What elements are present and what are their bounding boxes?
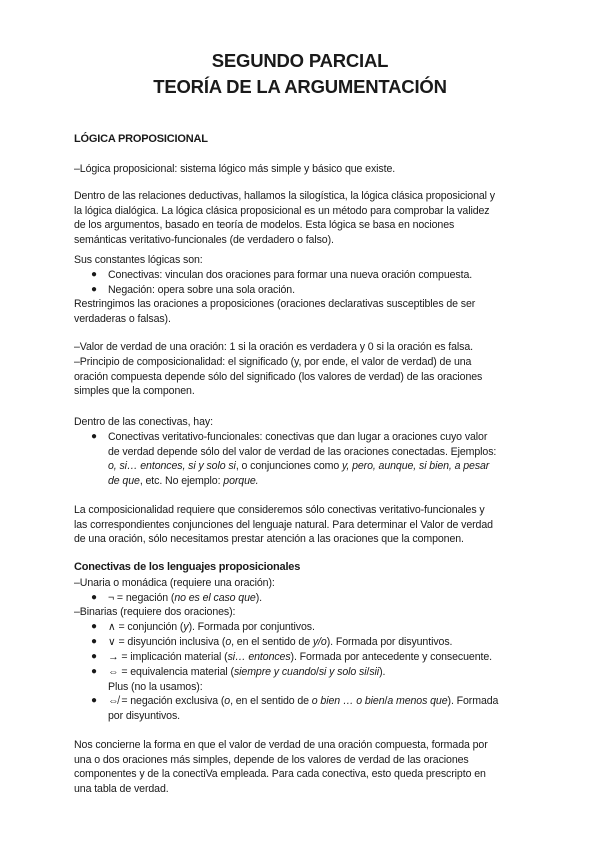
- text-span: ∧ = conjunción (: [108, 621, 184, 633]
- bullet-icon: ●: [91, 284, 98, 295]
- plus-note: Plus (no la usamos):: [108, 681, 203, 693]
- text-line: [108, 474, 528, 489]
- paragraph-composicionalidad: [74, 503, 534, 547]
- text-span: ). Formada por disyuntivos.: [326, 636, 453, 648]
- text-line: –Principio de composicionalidad: el significado (y, por ende, el valor de verdad) de una: [74, 356, 472, 368]
- unary-intro: –Unaria o monádica (requiere una oración):: [74, 577, 275, 589]
- italic-text: sii: [369, 666, 380, 678]
- italic-text: siempre y cuando: [233, 666, 316, 678]
- text-line: semánticas veritativo-funcionales (de verdadero o falso).: [74, 233, 334, 246]
- text-line: de los argumentos, basado en teoría de modelos. Esta lógica se basa en nociones: [74, 219, 455, 232]
- text-line: simples que la componen.: [74, 385, 195, 398]
- binary-intro: –Binarias (requiere dos oraciones):: [74, 606, 236, 618]
- constants-intro: Sus constantes lógicas son:: [74, 254, 203, 266]
- text-span: ).: [379, 666, 386, 678]
- text-span: , etc. No ejemplo:: [139, 474, 224, 487]
- italic-text: porque.: [223, 474, 259, 487]
- definition-line: –Lógica proposicional: sistema lógico más simple y básico que existe.: [74, 163, 396, 175]
- text-line: Nos concierne la forma en que el valor de verdad de una oración compuesta, formada por: [74, 739, 488, 751]
- truth-value-line: –Valor de verdad de una oración: 1 si la oración es verdadera y 0 si la oración es falsa.: [74, 341, 474, 353]
- text-line: por disyuntivos.: [108, 709, 181, 722]
- title-line-1: SEGUNDO PARCIAL: [211, 50, 389, 71]
- text-span: ). Formada por antecedente y consecuente.: [290, 651, 492, 663]
- list-item-equivalencia: [108, 665, 528, 680]
- bullet-icon: ●: [91, 592, 98, 603]
- list-item-disyuncion: [108, 635, 528, 650]
- bullet-icon: ●: [91, 621, 98, 632]
- list-item-negation: Negación: opera sobre una sola oración.: [108, 284, 295, 296]
- italic-text: a menos que: [387, 695, 448, 707]
- italic-text: no es el caso que: [174, 592, 256, 604]
- section-heading-conectivas: Conectivas de los lenguajes proposicionales: [74, 561, 301, 573]
- text-line: una o dos oraciones más simples, depende de los valores de verdad de las oraciones: [74, 753, 469, 766]
- italic-text: si y solo si: [318, 666, 367, 678]
- italic-text: o bien … o bien: [311, 695, 385, 707]
- paragraph-final: [74, 738, 534, 796]
- text-span: ). Formada por conjuntivos.: [188, 621, 315, 633]
- text-line: verdaderas o falsas).: [74, 312, 171, 325]
- italic-text: o: [224, 695, 231, 707]
- italic-text: si… entonces: [227, 651, 291, 663]
- text-line: oración compuesta depende sólo del significado (los valores de verdad) de las oraciones: [74, 370, 483, 383]
- bullet-icon: ●: [91, 636, 98, 647]
- italic-text: y/o: [312, 636, 327, 648]
- text-span: ⇔ = equivalencia material (: [108, 666, 234, 678]
- italic-text: y: [183, 621, 189, 633]
- text-span: /: [316, 666, 319, 678]
- title-line-2: TEORÍA DE LA ARGUMENTACIÓN: [153, 76, 447, 97]
- text-line: La composicionalidad requiere que consideremos sólo conectivas veritativo-funcionales y: [74, 504, 485, 516]
- text-line: componentes y de la conectiVa empleada. Para cada conectiva, esto queda prescripto en: [74, 768, 486, 781]
- text-line: Restringimos las oraciones a proposiciones (oraciones declarativas susceptibles de ser: [74, 298, 476, 310]
- text-span: → = implicación material (: [108, 651, 228, 663]
- text-line: Dentro de las relaciones deductivas, hallamos la silogística, la lógica clásica proposicional y: [74, 190, 495, 202]
- text-span: ¬ = negación (: [108, 592, 175, 604]
- text-span: ). Formada: [447, 695, 499, 707]
- text-span: ⇎ = negación exclusiva (: [108, 695, 225, 707]
- connectives-intro: Dentro de las conectivas, hay:: [74, 416, 213, 428]
- text-span: /: [384, 695, 388, 707]
- text-line: Conectivas veritativo-funcionales: conectivas que dan lugar a oraciones cuyo valor: [108, 431, 488, 443]
- text-span: , o conjunciones como: [235, 460, 342, 473]
- bullet-icon: ●: [91, 269, 98, 280]
- text-span: /: [366, 666, 370, 678]
- italic-text: o, si… entonces, si y solo si: [108, 460, 236, 473]
- list-item-implicacion: [108, 650, 528, 665]
- paragraph-deductive: [74, 189, 534, 247]
- paragraph-restrict: [74, 297, 534, 326]
- bullet-icon: ●: [91, 666, 98, 677]
- text-line: una tabla de verdad.: [74, 782, 169, 795]
- text-line: la lógica dialógica. La lógica clásica proposicional es un método para comprobar la validez: [74, 204, 490, 217]
- text-line: [108, 459, 528, 474]
- list-item-conjuncion: [108, 620, 528, 635]
- italic-text: y, pero, aunque, si bien, a pesar: [341, 460, 490, 473]
- list-item-negacion: [108, 591, 528, 606]
- text-line: de una oración, sólo necesitamos prestar atención a las oraciones que la componen.: [74, 533, 464, 546]
- bullet-icon: ●: [91, 695, 98, 706]
- text-line: [108, 694, 528, 709]
- italic-text: de que: [108, 474, 140, 487]
- text-span: ).: [255, 592, 262, 604]
- section-heading-logica: LÓGICA PROPOSICIONAL: [74, 133, 208, 145]
- list-item-connectives: Conectivas: vinculan dos oraciones para formar una nueva oración compuesta.: [108, 269, 473, 281]
- text-span: ∨ = disyunción inclusiva (: [108, 636, 226, 648]
- paragraph-compositionality: [74, 355, 534, 399]
- list-item-veritative: [108, 430, 528, 488]
- list-item-negacion-exclusiva: [108, 694, 528, 723]
- italic-text: o: [225, 636, 232, 648]
- text-span: , en el sentido de: [230, 695, 312, 707]
- bullet-icon: ●: [91, 431, 98, 442]
- text-line: de verdad depende sólo del valor de verdad de las oraciones conectadas. Ejemplos:: [108, 445, 497, 458]
- text-line: las correspondientes conjunciones del lenguaje natural. Para determinar el Valor de verdad: [74, 518, 493, 531]
- bullet-icon: ●: [91, 651, 98, 662]
- text-span: , en el sentido de: [231, 636, 313, 648]
